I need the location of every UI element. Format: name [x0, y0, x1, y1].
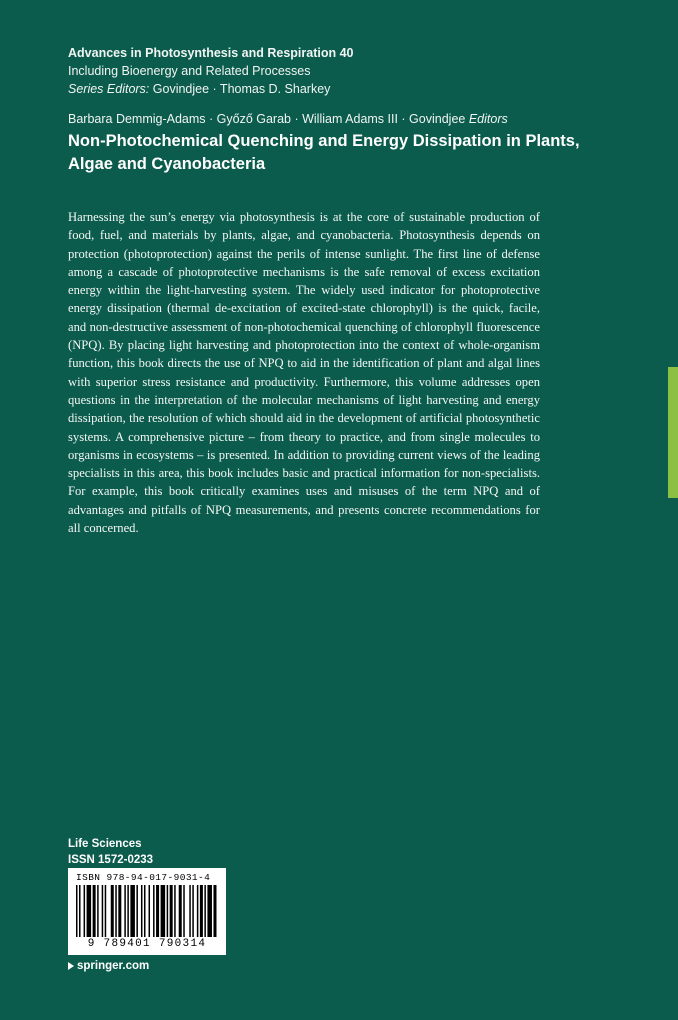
- category-label: Life Sciences: [68, 838, 142, 850]
- series-title: Advances in Photosynthesis and Respiration 40: [68, 46, 354, 60]
- barcode-icon: [76, 885, 218, 937]
- book-editors: [68, 110, 508, 128]
- isbn-digits: 9 789401 790314: [87, 938, 207, 950]
- arrow-right-icon: [68, 962, 74, 970]
- series-info: [68, 44, 354, 98]
- isbn-top-text: ISBN 978-94-017-9031-4: [76, 872, 211, 883]
- series-subtitle: Including Bioenergy and Related Processes: [68, 64, 311, 78]
- publisher-link[interactable]: [68, 960, 149, 972]
- series-editors-label: Series Editors:: [68, 82, 150, 96]
- book-editors-label: Editors: [468, 112, 508, 126]
- book-editors-names: Barbara Demmig-Adams · Győző Garab · William Adams III · Govindjee: [68, 112, 466, 126]
- spine-color-mark: [668, 367, 678, 498]
- book-blurb: Harnessing the sun’s energy via photosynthesis is at the core of sustainable production of food, fuel, and materials by plants, algae, and cyanobacteria. Photosynthesis depends on protection (photoprotection) against the perils of intense sunlight. The first line of defense among a cascade of photoprotective mechanisms is the safe removal of excess excitation energy within the light-harvesting system. The widely used indicator for photoprotective energy dissipation (thermal de-excitation of excited-state chlorophyll) is the quick, facile, and non-destructive assessment of non-photochemical quenching of chlorophyll fluorescence (NPQ). By placing light harvesting and photoprotection into the context of whole-organism function, this book directs the use of NPQ to aid in the identification of plant and algal lines with superior stress resistance and productivity. Furthermore, this volume addresses open questions in the interpretation of the molecular mechanisms of light harvesting and energy dissipation, the resolution of which should aid in the development of artificial photosynthetic systems. A comprehensive picture – from theory to practice, and from single molecules to organisms in ecosystems – is presented. In addition to providing current views of the leading specialists in this area, this book includes basic and practical information for non-specialists. For example, this book critically examines uses and misuses of the term NPQ and of advantages and pitfalls of NPQ measurements, and presents concrete recommendations for all concerned.: [68, 210, 540, 536]
- publisher-url: springer.com: [77, 960, 150, 972]
- series-editors: [68, 80, 354, 98]
- book-title: Non-Photochemical Quenching and Energy Dissipation in Plants, Algae and Cyanobacteria: [68, 132, 580, 173]
- issn-label: ISSN 1572-0233: [68, 854, 154, 866]
- subject-category: [68, 836, 153, 868]
- barcode-box: [68, 868, 226, 955]
- series-editors-names: Govindjee · Thomas D. Sharkey: [152, 82, 331, 96]
